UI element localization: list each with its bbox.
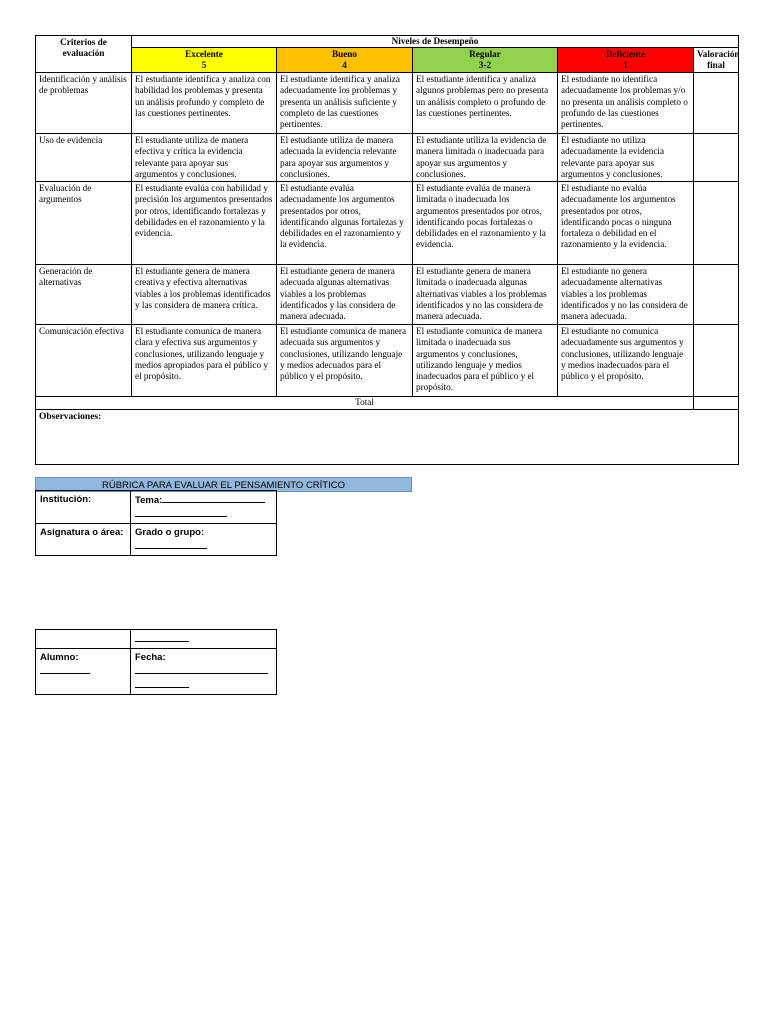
descriptor-cell: El estudiante evalúa con habilidad y precisión los argumentos presentados por otros, identificando fortalezas y debilidades en el razonamiento y la evidencia. bbox=[132, 182, 277, 265]
level-name: Excelente bbox=[185, 49, 223, 60]
total-score-cell[interactable] bbox=[694, 397, 739, 410]
rubric-row bbox=[36, 265, 739, 325]
blank-line-cell[interactable] bbox=[131, 630, 277, 649]
grade-field[interactable] bbox=[131, 524, 277, 556]
descriptor-cell: El estudiante identifica y analiza con habilidad los problemas y presenta un análisis profundo y completo de las cuestiones pertinentes. bbox=[132, 73, 277, 134]
rubric-row bbox=[36, 134, 739, 182]
descriptor-cell: El estudiante no comunica adecuadamente sus argumentos y conclusiones, utilizando lenguaje y medios inadecuados para el público y el propósito. bbox=[558, 325, 694, 397]
observations-cell[interactable] bbox=[36, 410, 739, 465]
descriptor-cell: El estudiante utiliza de manera efectiva y crítica la evidencia relevante para apoyar sus argumentos y conclusiones. bbox=[132, 134, 277, 182]
descriptor-cell: El estudiante comunica de manera limitada o inadecuada sus argumentos y conclusiones, utilizando lenguaje y medios inadecuados para el público y el propósito. bbox=[413, 325, 558, 397]
level-deficiente bbox=[558, 48, 694, 73]
date-blank-line-2[interactable] bbox=[135, 678, 189, 688]
score-cell[interactable] bbox=[694, 134, 739, 182]
date-field[interactable] bbox=[131, 649, 277, 695]
final-score-header: Valoración final bbox=[694, 48, 739, 73]
total-label: Total bbox=[36, 397, 694, 410]
info-form-bottom bbox=[35, 629, 277, 695]
descriptor-cell: El estudiante utiliza de manera adecuada la evidencia relevante para apoyar sus argumentos y conclusiones. bbox=[277, 134, 413, 182]
grade-label: Grado o grupo: bbox=[135, 527, 205, 538]
level-name: Regular bbox=[469, 49, 501, 60]
descriptor-cell: El estudiante genera de manera creativa y efectiva alternativas viables a los problemas identificados y las considera de manera crítica. bbox=[132, 265, 277, 325]
descriptor-cell: El estudiante comunica de manera adecuada sus argumentos y conclusiones, utilizando lenguaje y medios adecuados para el público y el propósito. bbox=[277, 325, 413, 397]
rubric-row bbox=[36, 325, 739, 397]
criterion-label: Identificación y análisis de problemas bbox=[36, 73, 132, 134]
descriptor-cell: El estudiante comunica de manera clara y efectiva sus argumentos y conclusiones, utilizando lenguaje y medios apropiados para el público y el propósito. bbox=[132, 325, 277, 397]
descriptor-cell: El estudiante genera de manera limitada o inadecuada algunas alternativas viables a los problemas identificados y no las considera de manera adecuada. bbox=[413, 265, 558, 325]
rubric-header-row bbox=[36, 36, 739, 48]
criterion-label: Uso de evidencia bbox=[36, 134, 132, 182]
total-row bbox=[36, 397, 739, 410]
level-regular bbox=[413, 48, 558, 73]
student-field[interactable] bbox=[36, 649, 131, 695]
level-score: 3-2 bbox=[478, 59, 492, 70]
descriptor-cell: El estudiante utiliza la evidencia de manera limitada o inadecuada para apoyar sus argumentos y conclusiones. bbox=[413, 134, 558, 182]
topic-label: Tema: bbox=[135, 495, 163, 506]
topic-field[interactable] bbox=[131, 491, 277, 524]
rubric-title-banner: RÚBRICA PARA EVALUAR EL PENSAMIENTO CRÍTICO bbox=[35, 477, 412, 492]
level-excelente bbox=[132, 48, 277, 73]
score-cell[interactable] bbox=[694, 73, 739, 134]
levels-row bbox=[36, 48, 739, 73]
descriptor-cell: El estudiante evalúa de manera limitada o inadecuada los argumentos presentados por otros, identificando pocas fortalezas o debilidades en el razonamiento y la evidencia. bbox=[413, 182, 558, 265]
level-bueno bbox=[277, 48, 413, 73]
rubric-row bbox=[36, 73, 739, 134]
descriptor-cell: El estudiante no evalúa adecuadamente los argumentos presentados por otros, identificando pocas o ninguna fortaleza o debilidad en el razonamiento y la evidencia. bbox=[558, 182, 694, 265]
student-label: Alumno: bbox=[40, 652, 79, 663]
descriptor-cell: El estudiante identifica y analiza algunos problemas pero no presenta un análisis completo o profundo de las cuestiones pertinentes. bbox=[413, 73, 558, 134]
institution-field[interactable] bbox=[36, 491, 131, 524]
empty-cell bbox=[36, 630, 131, 649]
criterion-label: Comunicación efectiva bbox=[36, 325, 132, 397]
observations-row bbox=[36, 410, 739, 465]
level-name: Bueno bbox=[331, 49, 358, 60]
score-cell[interactable] bbox=[694, 265, 739, 325]
score-cell[interactable] bbox=[694, 182, 739, 265]
descriptor-cell: El estudiante genera de manera adecuada algunas alternativas viables a los problemas identificados y las considera de manera adecuada. bbox=[277, 265, 413, 325]
level-score: 5 bbox=[201, 59, 207, 70]
observations-label: Observaciones: bbox=[39, 412, 102, 423]
date-blank-line[interactable] bbox=[135, 664, 268, 674]
criterion-label: Evaluación de argumentos bbox=[36, 182, 132, 265]
rubric-table bbox=[35, 35, 739, 465]
levels-header: Niveles de Desempeño bbox=[132, 36, 739, 48]
rubric-row bbox=[36, 182, 739, 265]
descriptor-cell: El estudiante no identifica adecuadamente los problemas y/o no presenta un análisis completo o profundo de las cuestiones pertinentes. bbox=[558, 73, 694, 134]
descriptor-cell: El estudiante evalúa adecuadamente los argumentos presentados por otros, identificando algunas fortalezas y debilidades en el razonamiento y la evidencia. bbox=[277, 182, 413, 265]
descriptor-cell: El estudiante no utiliza adecuadamente la evidencia relevante para apoyar sus argumentos y conclusiones. bbox=[558, 134, 694, 182]
descriptor-cell: El estudiante identifica y analiza adecuadamente los problemas y presenta un análisis suficiente y completo de las cuestiones pertinentes. bbox=[277, 73, 413, 134]
date-label: Fecha: bbox=[135, 652, 166, 663]
blank-line[interactable] bbox=[135, 632, 189, 642]
grade-blank-line[interactable] bbox=[135, 539, 207, 549]
criterion-label: Generación de alternativas bbox=[36, 265, 132, 325]
info-form-top bbox=[35, 490, 277, 556]
topic-blank-line[interactable] bbox=[162, 493, 265, 503]
level-score: 1 bbox=[623, 59, 628, 70]
topic-blank-line-2[interactable] bbox=[135, 507, 227, 517]
institution-label: Institución: bbox=[40, 494, 92, 505]
descriptor-cell: El estudiante no genera adecuadamente alternativas viables a los problemas identificados y no las considera de manera adecuada. bbox=[558, 265, 694, 325]
criteria-header: Criterios de evaluación bbox=[36, 36, 132, 73]
score-cell[interactable] bbox=[694, 325, 739, 397]
level-score: 4 bbox=[342, 59, 347, 70]
subject-label: Asignatura o área: bbox=[40, 527, 124, 538]
student-blank-line[interactable] bbox=[40, 664, 90, 674]
level-name: Deficiente bbox=[605, 49, 646, 60]
subject-field[interactable] bbox=[36, 524, 131, 556]
